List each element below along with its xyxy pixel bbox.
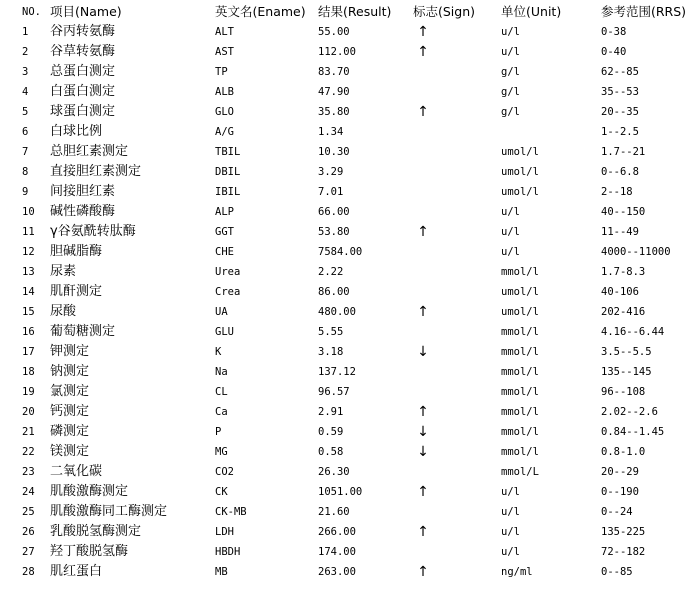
row-no: 26 [22,526,35,538]
header-ename: 英文名(Ename) [215,4,306,19]
row-sign-arrow [413,142,433,162]
row-result: 21.60 [318,506,350,518]
row-english-name: ALB [215,86,234,98]
row-english-name: Crea [215,286,241,298]
row-english-name: MB [215,566,228,578]
table-row [0,482,699,502]
row-unit: u/l [501,206,520,218]
row-sign-arrow [413,502,433,522]
row-sign-arrow [413,62,433,82]
row-item-name: 总胆红素测定 [50,144,129,159]
row-result: 53.80 [318,226,350,238]
row-no: 1 [22,26,29,38]
table-row [0,282,699,302]
row-unit: u/l [501,486,520,498]
row-unit: umol/l [501,306,539,318]
table-row [0,502,699,522]
row-sign-arrow [413,282,433,302]
row-english-name: A/G [215,126,234,138]
row-result: 3.18 [318,346,344,358]
row-result: 0.59 [318,426,344,438]
table-row [0,122,699,142]
row-no: 8 [22,166,29,178]
table-row [0,22,699,42]
row-result: 137.12 [318,366,356,378]
header-name: 项目(Name) [50,4,122,19]
table-row [0,542,699,562]
row-unit: mmol/l [501,346,539,358]
row-sign-arrow [413,122,433,142]
table-row [0,222,699,242]
row-no: 4 [22,86,29,98]
row-sign-arrow: ↑ [417,484,429,500]
row-reference-range: 4000--11000 [601,246,671,258]
row-result: 174.00 [318,546,356,558]
row-result: 2.91 [318,406,344,418]
row-reference-range: 2--18 [601,186,633,198]
row-item-name: 直接胆红素测定 [50,164,142,179]
row-item-name: 尿素 [50,264,77,279]
row-result: 3.29 [318,166,344,178]
row-unit: mmol/l [501,446,539,458]
row-reference-range: 72--182 [601,546,646,558]
row-item-name: 钙测定 [50,404,90,419]
row-unit: g/l [501,66,520,78]
row-reference-range: 0-38 [601,26,627,38]
row-no: 11 [22,226,35,238]
row-english-name: ALT [215,26,234,38]
table-row [0,82,699,102]
row-sign-arrow: ↓ [417,444,429,460]
row-item-name: 白蛋白测定 [50,84,116,99]
row-no: 13 [22,266,35,278]
row-no: 21 [22,426,35,438]
row-item-name: 间接胆红素 [50,184,116,199]
row-english-name: HBDH [215,546,241,558]
row-item-name: 肌酸激酶同工酶测定 [50,504,168,519]
row-english-name: IBIL [215,186,241,198]
row-english-name: TP [215,66,228,78]
table-row [0,382,699,402]
row-item-name: 总蛋白测定 [50,64,116,79]
table-row [0,262,699,282]
table-row [0,202,699,222]
row-english-name: CK-MB [215,506,247,518]
row-unit: mmol/l [501,406,539,418]
row-reference-range: 35--53 [601,86,639,98]
row-sign-arrow: ↑ [417,304,429,320]
table-header [0,2,699,22]
row-sign-arrow: ↓ [417,424,429,440]
row-unit: ng/ml [501,566,533,578]
row-no: 27 [22,546,35,558]
row-unit: u/l [501,506,520,518]
row-result: 7.01 [318,186,344,198]
row-sign-arrow: ↑ [417,104,429,120]
row-result: 0.58 [318,446,344,458]
row-item-name: 胆碱脂酶 [50,244,103,259]
row-result: 83.70 [318,66,350,78]
row-reference-range: 96--108 [601,386,646,398]
row-english-name: Urea [215,266,241,278]
row-sign-arrow [413,162,433,182]
row-unit: umol/l [501,146,539,158]
row-unit: u/l [501,226,520,238]
header-no: NO. [22,6,41,18]
row-no: 7 [22,146,29,158]
row-reference-range: 1.7--21 [601,146,646,158]
row-no: 19 [22,386,35,398]
table-row [0,242,699,262]
table-row [0,522,699,542]
row-no: 12 [22,246,35,258]
row-sign-arrow [413,542,433,562]
row-result: 263.00 [318,566,356,578]
row-english-name: TBIL [215,146,241,158]
row-reference-range: 4.16--6.44 [601,326,665,338]
row-sign-arrow [413,362,433,382]
row-no: 10 [22,206,35,218]
row-sign-arrow: ↑ [417,564,429,580]
row-english-name: CK [215,486,228,498]
row-sign-arrow: ↑ [417,24,429,40]
row-result: 1.34 [318,126,344,138]
row-sign-arrow [413,82,433,102]
header-result: 结果(Result) [318,4,392,19]
row-reference-range: 0--85 [601,566,633,578]
row-unit: mmol/L [501,466,539,478]
row-sign-arrow: ↑ [417,44,429,60]
row-no: 20 [22,406,35,418]
row-unit: u/l [501,526,520,538]
row-item-name: 钠测定 [50,364,90,379]
table-row [0,402,699,422]
row-item-name: 尿酸 [50,304,77,319]
row-no: 28 [22,566,35,578]
row-unit: mmol/l [501,326,539,338]
row-unit: mmol/l [501,386,539,398]
row-no: 18 [22,366,35,378]
row-english-name: K [215,346,222,358]
row-unit: g/l [501,106,520,118]
row-sign-arrow [413,382,433,402]
row-english-name: DBIL [215,166,241,178]
row-result: 47.90 [318,86,350,98]
row-reference-range: 62--85 [601,66,639,78]
row-reference-range: 1--2.5 [601,126,639,138]
row-result: 86.00 [318,286,350,298]
row-result: 480.00 [318,306,356,318]
row-item-name: 乳酸脱氢酶测定 [50,524,142,539]
row-reference-range: 0.8-1.0 [601,446,646,458]
row-sign-arrow [413,262,433,282]
row-reference-range: 1.7-8.3 [601,266,646,278]
row-sign-arrow: ↓ [417,344,429,360]
row-english-name: CL [215,386,228,398]
row-sign-arrow: ↑ [417,524,429,540]
row-reference-range: 3.5--5.5 [601,346,652,358]
row-unit: mmol/l [501,426,539,438]
row-unit: u/l [501,246,520,258]
row-item-name: 钾测定 [50,344,90,359]
row-reference-range: 0--190 [601,486,639,498]
table-row [0,62,699,82]
row-unit: mmol/l [501,266,539,278]
row-unit: u/l [501,546,520,558]
row-reference-range: 40-106 [601,286,639,298]
row-result: 2.22 [318,266,344,278]
row-reference-range: 40--150 [601,206,646,218]
table-row [0,422,699,442]
row-sign-arrow: ↑ [417,224,429,240]
row-no: 22 [22,446,35,458]
row-unit: g/l [501,86,520,98]
row-item-name: 球蛋白测定 [50,104,116,119]
row-english-name: P [215,426,222,438]
row-sign-arrow [413,242,433,262]
table-row [0,462,699,482]
row-result: 266.00 [318,526,356,538]
row-reference-range: 11--49 [601,226,639,238]
row-english-name: GLU [215,326,234,338]
row-english-name: GLO [215,106,234,118]
row-reference-range: 135-225 [601,526,646,538]
row-item-name: 白球比例 [50,124,103,139]
row-unit: u/l [501,26,520,38]
row-sign-arrow [413,322,433,342]
row-unit: mmol/l [501,366,539,378]
row-item-name: 磷测定 [50,424,90,439]
row-no: 2 [22,46,29,58]
header-reference: 参考范围(RRS) [601,4,687,19]
row-english-name: CO2 [215,466,234,478]
row-unit: umol/l [501,166,539,178]
row-no: 16 [22,326,35,338]
header-sign: 标志(Sign) [413,4,476,19]
row-no: 17 [22,346,35,358]
row-reference-range: 202-416 [601,306,646,318]
row-english-name: CHE [215,246,234,258]
table-row [0,42,699,62]
row-result: 7584.00 [318,246,363,258]
row-english-name: AST [215,46,234,58]
row-no: 23 [22,466,35,478]
row-result: 55.00 [318,26,350,38]
row-no: 5 [22,106,29,118]
row-item-name: 葡萄糖测定 [50,324,116,339]
row-english-name: GGT [215,226,234,238]
row-item-name: 谷草转氨酶 [50,44,116,59]
row-no: 25 [22,506,35,518]
row-unit: umol/l [501,286,539,298]
row-sign-arrow [413,182,433,202]
row-reference-range: 20--35 [601,106,639,118]
row-sign-arrow: ↑ [417,404,429,420]
row-english-name: UA [215,306,228,318]
row-reference-range: 20--29 [601,466,639,478]
row-result: 96.57 [318,386,350,398]
row-item-name: 碱性磷酸酶 [50,204,116,219]
row-item-name: 氯测定 [50,384,90,399]
table-row [0,162,699,182]
row-result: 26.30 [318,466,350,478]
table-row [0,562,699,582]
row-item-name: 二氧化碳 [50,464,103,479]
table-row [0,442,699,462]
row-reference-range: 0.84--1.45 [601,426,665,438]
row-unit: u/l [501,46,520,58]
row-unit: umol/l [501,186,539,198]
row-result: 5.55 [318,326,344,338]
table-row [0,342,699,362]
row-no: 6 [22,126,29,138]
row-sign-arrow [413,462,433,482]
row-item-name: 肌酐测定 [50,284,103,299]
row-reference-range: 0--6.8 [601,166,639,178]
row-item-name: 肌红蛋白 [50,564,103,579]
row-result: 10.30 [318,146,350,158]
table-row [0,362,699,382]
row-reference-range: 135--145 [601,366,652,378]
header-unit: 单位(Unit) [501,4,562,19]
row-item-name: γ谷氨酰转肽酶 [50,224,136,239]
row-no: 15 [22,306,35,318]
row-reference-range: 2.02--2.6 [601,406,658,418]
table-row [0,142,699,162]
row-english-name: ALP [215,206,234,218]
row-no: 14 [22,286,35,298]
row-no: 3 [22,66,29,78]
table-row [0,182,699,202]
row-reference-range: 0-40 [601,46,627,58]
row-result: 112.00 [318,46,356,58]
row-no: 24 [22,486,35,498]
row-item-name: 羟丁酸脱氢酶 [50,544,129,559]
row-item-name: 谷丙转氨酶 [50,24,116,39]
row-result: 66.00 [318,206,350,218]
table-row [0,302,699,322]
row-english-name: LDH [215,526,234,538]
row-item-name: 肌酸激酶测定 [50,484,129,499]
table-row [0,322,699,342]
table-row [0,102,699,122]
row-no: 9 [22,186,29,198]
row-result: 1051.00 [318,486,363,498]
row-english-name: Na [215,366,228,378]
row-english-name: Ca [215,406,228,418]
row-sign-arrow [413,202,433,222]
row-reference-range: 0--24 [601,506,633,518]
row-item-name: 镁测定 [50,444,90,459]
row-english-name: MG [215,446,228,458]
row-result: 35.80 [318,106,350,118]
